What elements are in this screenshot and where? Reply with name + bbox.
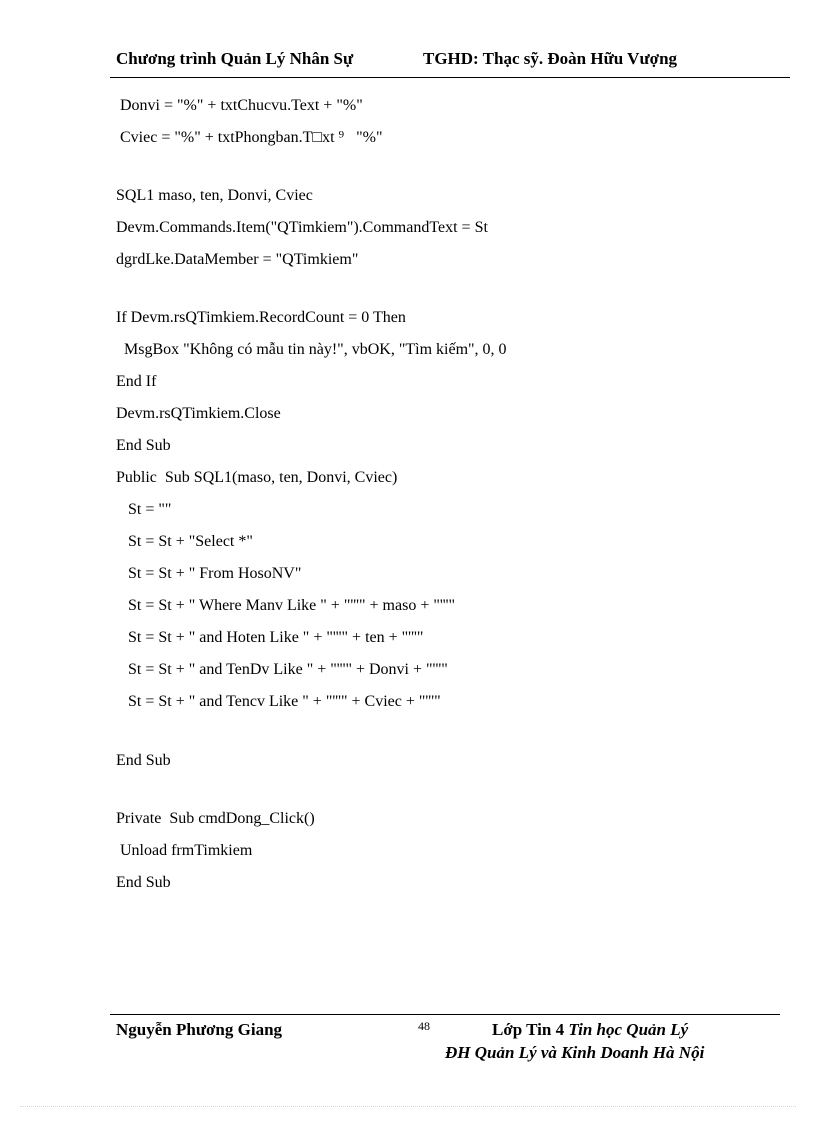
footer-author: Nguyễn Phương Giang	[116, 1020, 283, 1039]
code-line: dgrdLke.DataMember = "QTimkiem"	[116, 251, 359, 268]
code-line: Private Sub cmdDong_Click()	[116, 810, 315, 827]
code-line: St = St + " Where Manv Like " + "'''" + maso + "'''"	[116, 597, 456, 614]
footer-divider	[110, 1014, 780, 1015]
code-line: St = ""	[116, 501, 172, 518]
code-line: If Devm.rsQTimkiem.RecordCount = 0 Then	[116, 309, 406, 326]
header-supervisor: TGHD: Thạc sỹ. Đoàn Hữu Vượng	[423, 49, 678, 68]
code-line: End Sub	[116, 752, 171, 769]
code-line: St = St + " and TenDv Like " + "'''" + Donvi + "'''"	[116, 661, 448, 678]
footer-university: ĐH Quản Lý và Kinh Doanh Hà Nội	[445, 1043, 705, 1062]
footer-class-prefix: Lớp Tin 4	[492, 1020, 569, 1039]
code-line: End If	[116, 373, 157, 390]
code-line: Unload frmTimkiem	[116, 842, 253, 859]
code-line: St = St + " From HosoNV"	[116, 565, 302, 582]
code-line: Donvi = "%" + txtChucvu.Text + "%"	[116, 97, 363, 114]
code-line: SQL1 maso, ten, Donvi, Cviec	[116, 187, 313, 204]
code-line: Devm.rsQTimkiem.Close	[116, 405, 281, 422]
page-bottom-divider	[20, 1106, 796, 1107]
footer-class-subject: Tin học Quản Lý	[568, 1020, 689, 1039]
code-line: Cviec = "%" + txtPhongban.T□xt ⁹ "%"	[116, 129, 383, 146]
code-line: Public Sub SQL1(maso, ten, Donvi, Cviec)	[116, 469, 398, 486]
code-line: St = St + " and Tencv Like " + "'''" + Cviec + "'''"	[116, 693, 441, 710]
code-line: St = St + " and Hoten Like " + "'''" + ten + "'''"	[116, 629, 424, 646]
header-divider	[110, 77, 790, 78]
code-line: Devm.Commands.Item("QTimkiem").CommandText = St	[116, 219, 488, 236]
footer-class	[492, 1020, 688, 1040]
code-line: St = St + "Select *"	[116, 533, 253, 550]
code-line: End Sub	[116, 874, 171, 891]
header-program-title: Chương trình Quản Lý Nhân Sự	[116, 49, 354, 68]
code-line: End Sub	[116, 437, 171, 454]
page-number: 48	[418, 1019, 430, 1033]
code-line: MsgBox "Không có mẫu tin này!", vbOK, "Tìm kiếm", 0, 0	[116, 341, 507, 358]
